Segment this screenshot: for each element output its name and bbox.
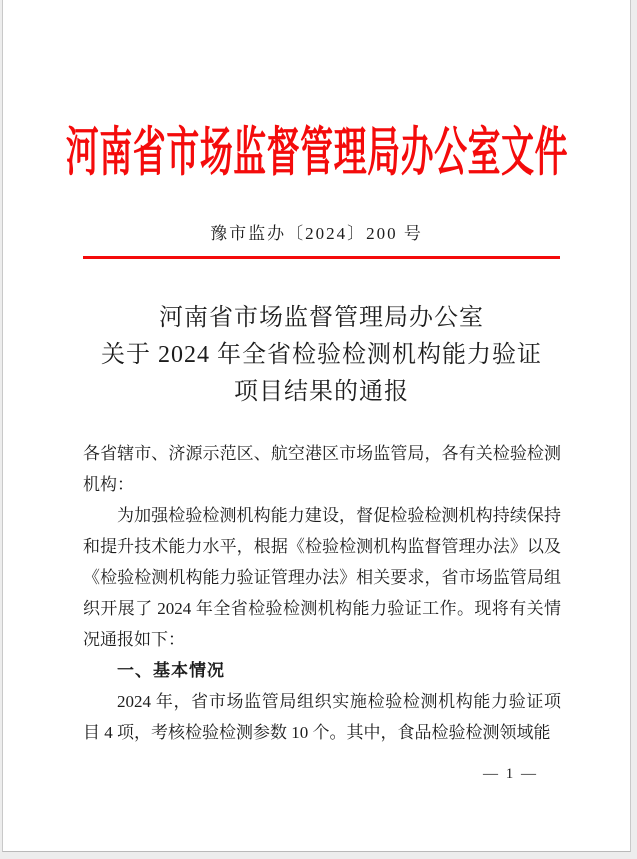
- document-title-line2: 关于 2024 年全省检验检测机构能力验证: [101, 342, 542, 368]
- page-number: — 1 —: [483, 766, 538, 782]
- salutation-paragraph: 各省辖市、济源示范区、航空港区市场监管局，各有关检验检测机构：: [83, 444, 561, 494]
- document-body: [83, 438, 561, 748]
- letterhead: [3, 124, 630, 182]
- letterhead-org-title: 河南省市场监督管理局办公室文件: [65, 124, 568, 182]
- body-paragraph-1: 为加强检验检测机构能力建设，督促检验检测机构持续保持和提升技术能力水平，根据《检验检测机构监督管理办法》以及《检验检测机构能力验证管理办法》相关要求，省市场监管局组织开展了 2024 年全省检验检测机构能力验证工作。现将有关情况通报如下：: [83, 506, 561, 649]
- document-title-line3: 项目结果的通报: [234, 379, 409, 405]
- document-number: 豫市监办〔2024〕200 号: [210, 224, 423, 243]
- red-divider-line: [83, 256, 560, 259]
- document-page: [2, 0, 631, 852]
- body-paragraph-2: 2024 年，省市场监管局组织实施检验检测机构能力验证项目 4 项，考核检验检测参数 10 个。其中，食品检验检测领域能: [83, 692, 561, 742]
- document-title-line1: 河南省市场监督管理局办公室: [159, 305, 484, 331]
- document-title: [43, 300, 600, 411]
- section-1-heading: 一、基本情况: [117, 661, 225, 680]
